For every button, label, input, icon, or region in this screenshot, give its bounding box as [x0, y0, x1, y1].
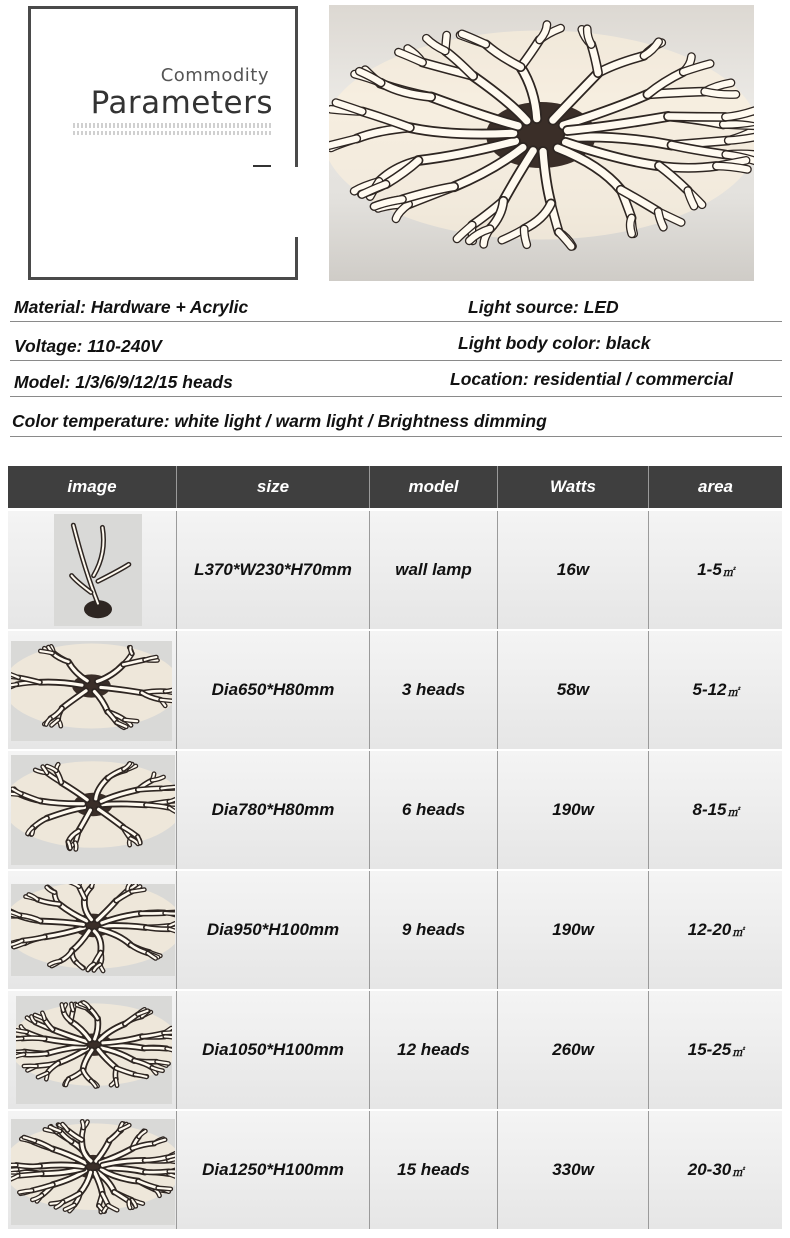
cell-image [8, 991, 177, 1109]
table-row [8, 511, 782, 629]
product-thumbnail [11, 755, 175, 865]
lamp-thumbnail-drawing [11, 884, 175, 976]
col-header-area: area [698, 477, 733, 496]
area-unit: ㎡ [732, 1047, 744, 1059]
area-value: 8-15 [692, 800, 727, 819]
lamp-thumbnail-drawing [11, 755, 175, 865]
parameters-title-box [28, 6, 298, 280]
table-row [8, 631, 782, 749]
area-unit: ㎡ [732, 1167, 744, 1179]
title-parameters: Parameters [90, 85, 273, 121]
col-header-model: model [370, 466, 498, 508]
col-header-image: image [8, 466, 177, 508]
divider [10, 436, 782, 437]
table-row [8, 751, 782, 869]
table-row [8, 991, 782, 1109]
cell-size: Dia1050*H100mm [177, 991, 370, 1109]
lamp-thumbnail-drawing [11, 641, 172, 741]
cell-size: L370*W230*H70mm [177, 511, 370, 629]
cell-watts: 330w [498, 1111, 649, 1229]
cell-size: Dia650*H80mm [177, 631, 370, 749]
spec-model: Model: 1/3/6/9/12/15 heads [14, 372, 233, 392]
decorative-fine-print-2 [73, 131, 273, 135]
area-value: 1-5 [697, 560, 722, 579]
cell-image [8, 871, 177, 989]
spec-material: Material: Hardware + Acrylic [14, 297, 249, 317]
product-thumbnail [11, 1119, 175, 1225]
area-unit: ㎡ [727, 687, 739, 699]
spec-color-temperature: Color temperature: white light / warm light / Brightness dimming [12, 411, 547, 431]
spec-location: Location: residential / commercial [450, 369, 733, 389]
cell-model: 9 heads [370, 871, 498, 989]
cell-watts: 190w [498, 751, 649, 869]
area-unit: ㎡ [727, 807, 739, 819]
cell-watts: 190w [498, 871, 649, 989]
hero-product-photo [329, 5, 754, 281]
table-header [8, 466, 782, 508]
hero-lamp-illustration [329, 5, 754, 281]
cell-model: 12 heads [370, 991, 498, 1109]
col-header-size: size [177, 466, 370, 508]
lamp-thumbnail-drawing [16, 996, 172, 1104]
table-row [8, 1111, 782, 1229]
cell-area [649, 511, 782, 629]
cell-area [649, 991, 782, 1109]
area-value: 15-25 [687, 1040, 732, 1059]
title-commodity: Commodity [160, 65, 269, 86]
product-thumbnail [11, 641, 172, 741]
spec-voltage: Voltage: 110-240V [14, 336, 162, 356]
divider [10, 321, 782, 322]
cell-model: wall lamp [370, 511, 498, 629]
product-thumbnail [16, 996, 172, 1104]
cell-watts: 260w [498, 991, 649, 1109]
divider [10, 360, 782, 361]
divider [10, 396, 782, 397]
product-thumbnail [54, 514, 142, 626]
cell-area [649, 871, 782, 989]
cell-area [649, 631, 782, 749]
cell-watts: 16w [498, 511, 649, 629]
table-row [8, 871, 782, 989]
area-unit: ㎡ [722, 567, 734, 579]
spec-light-source: Light source: LED [468, 297, 619, 317]
cell-model: 6 heads [370, 751, 498, 869]
area-value: 5-12 [692, 680, 727, 699]
cell-size: Dia1250*H100mm [177, 1111, 370, 1229]
area-value: 12-20 [687, 920, 732, 939]
cell-image [8, 631, 177, 749]
spec-body-color: Light body color: black [458, 333, 651, 353]
title-dash [253, 165, 271, 167]
cell-image [8, 1111, 177, 1229]
cell-image [8, 751, 177, 869]
lamp-thumbnail-drawing [54, 514, 142, 626]
cell-size: Dia950*H100mm [177, 871, 370, 989]
cell-image [8, 511, 177, 629]
cell-model: 3 heads [370, 631, 498, 749]
cell-area [649, 1111, 782, 1229]
col-header-watts: Watts [498, 466, 649, 508]
product-thumbnail [11, 884, 175, 976]
area-unit: ㎡ [732, 927, 744, 939]
area-value: 20-30 [687, 1160, 732, 1179]
cell-watts: 58w [498, 631, 649, 749]
frame-gap [289, 167, 299, 237]
lamp-thumbnail-drawing [11, 1119, 175, 1225]
cell-model: 15 heads [370, 1111, 498, 1229]
cell-size: Dia780*H80mm [177, 751, 370, 869]
cell-area [649, 751, 782, 869]
